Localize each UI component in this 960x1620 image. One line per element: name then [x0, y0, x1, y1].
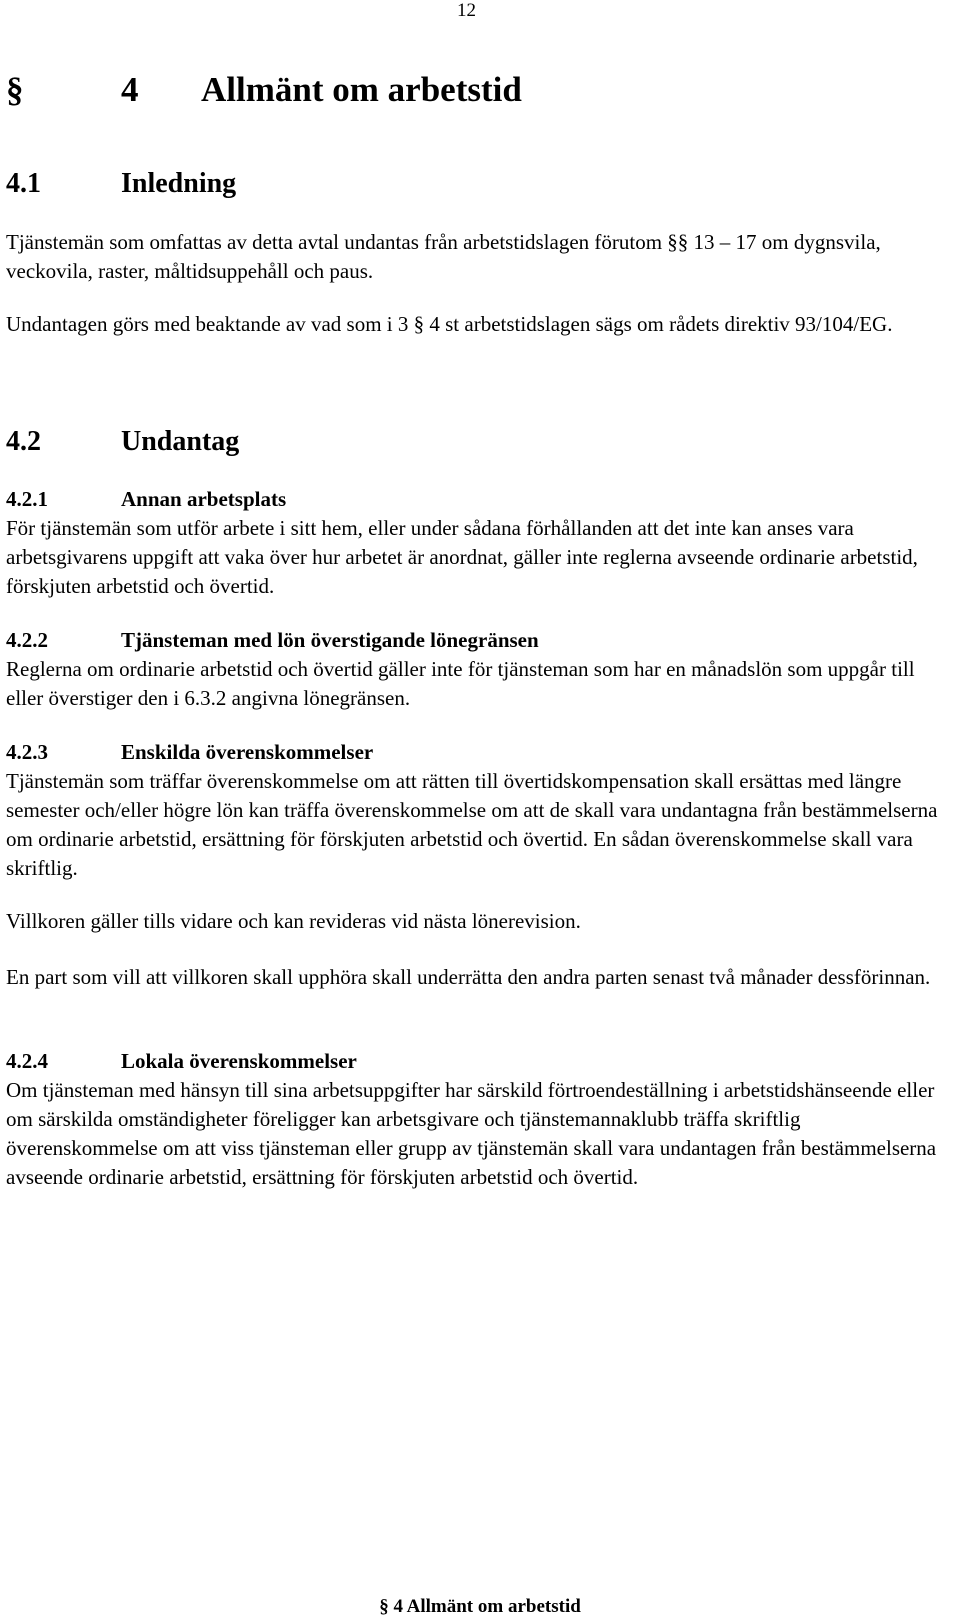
- subsection-4-2-3-paragraph-1: Tjänstemän som träffar överenskommelse om att rätten till övertidskompensation skall ersättas med längre semester och/eller högre lön kan träffa överenskommelse om att de skall vara undantagna från bestämmelserna om ordinarie arbetstid, ersättning för förskjuten arbetstid och övertid. En sådan överenskommelse skall vara skriftlig.: [6, 769, 938, 880]
- intro-paragraph-2: Undantagen görs med beaktande av vad som i 3 § 4 st arbetstidslagen sägs om rådets direktiv 93/104/EG.: [6, 312, 893, 336]
- subsection-4-2-1-heading: [6, 485, 286, 514]
- subsection-4-2-2-text: Reglerna om ordinarie arbetstid och övertid gäller inte för tjänsteman som har en månadslön som uppgår till eller överstiger den i 6.3.2 angivna lönegränsen.: [6, 657, 915, 710]
- section-title: Undantag: [121, 426, 240, 457]
- subsection-4-2-4-text: Om tjänsteman med hänsyn till sina arbetsuppgifter har särskild förtroendeställning i arbetstidshänseende eller om särskilda omständigheter föreligger kan arbetsgivare och tjänstemannaklubb träffa skriftlig överenskommelse om att viss tjänsteman eller grupp av tjänstemän skall vara undantagen från bestämmelserna avseende ordinarie arbetstid, ersättning för förskjuten arbetstid och övertid.: [6, 1078, 937, 1189]
- subsection-4-2-3-paragraph-3: En part som vill att villkoren skall upphöra skall underrätta den andra parten senast två månader dessförinnan.: [6, 965, 931, 989]
- subsection-title: Tjänsteman med lön överstigande lönegränsen: [121, 628, 539, 652]
- section-4-2-heading: [6, 424, 239, 460]
- subsection-title: Lokala överenskommelser: [121, 1049, 357, 1073]
- subsection-title: Enskilda överenskommelser: [121, 740, 374, 764]
- page-footer: § 4 Allmänt om arbetstid: [379, 1596, 581, 1617]
- subsection-4-2-3-heading: [6, 738, 373, 767]
- section-symbol: §: [6, 70, 24, 109]
- section-4-1-heading: [6, 166, 236, 202]
- intro-paragraph-1: Tjänstemän som omfattas av detta avtal undantas från arbetstidslagen förutom §§ 13 – 17 om dygnsvila, veckovila, raster, måltidsuppehåll och paus.: [6, 230, 881, 283]
- subsection-4-2-2-heading: [6, 626, 539, 655]
- subsection-number: 4.2.1: [6, 487, 48, 511]
- subsection-4-2-3-paragraph-2: Villkoren gäller tills vidare och kan revideras vid nästa lönerevision.: [6, 909, 581, 933]
- section-title: Inledning: [121, 168, 237, 199]
- subsection-title: Annan arbetsplats: [121, 487, 287, 511]
- subsection-number: 4.2.4: [6, 1049, 48, 1073]
- chapter-title: Allmänt om arbetstid: [201, 70, 522, 109]
- chapter-heading: [6, 66, 522, 114]
- section-number: 4.2: [6, 426, 41, 457]
- chapter-number: 4: [121, 70, 139, 109]
- subsection-number: 4.2.2: [6, 628, 48, 652]
- page-number: 12: [457, 0, 476, 21]
- subsection-4-2-4-heading: [6, 1047, 357, 1076]
- section-number: 4.1: [6, 168, 41, 199]
- subsection-number: 4.2.3: [6, 740, 48, 764]
- subsection-4-2-1-text: För tjänstemän som utför arbete i sitt hem, eller under sådana förhållanden att det inte kan anses vara arbetsgivarens uppgift att vaka över hur arbetet är anordnat, gäller inte reglerna avseende ordinarie arbetstid, förskjuten arbetstid och övertid.: [6, 516, 918, 598]
